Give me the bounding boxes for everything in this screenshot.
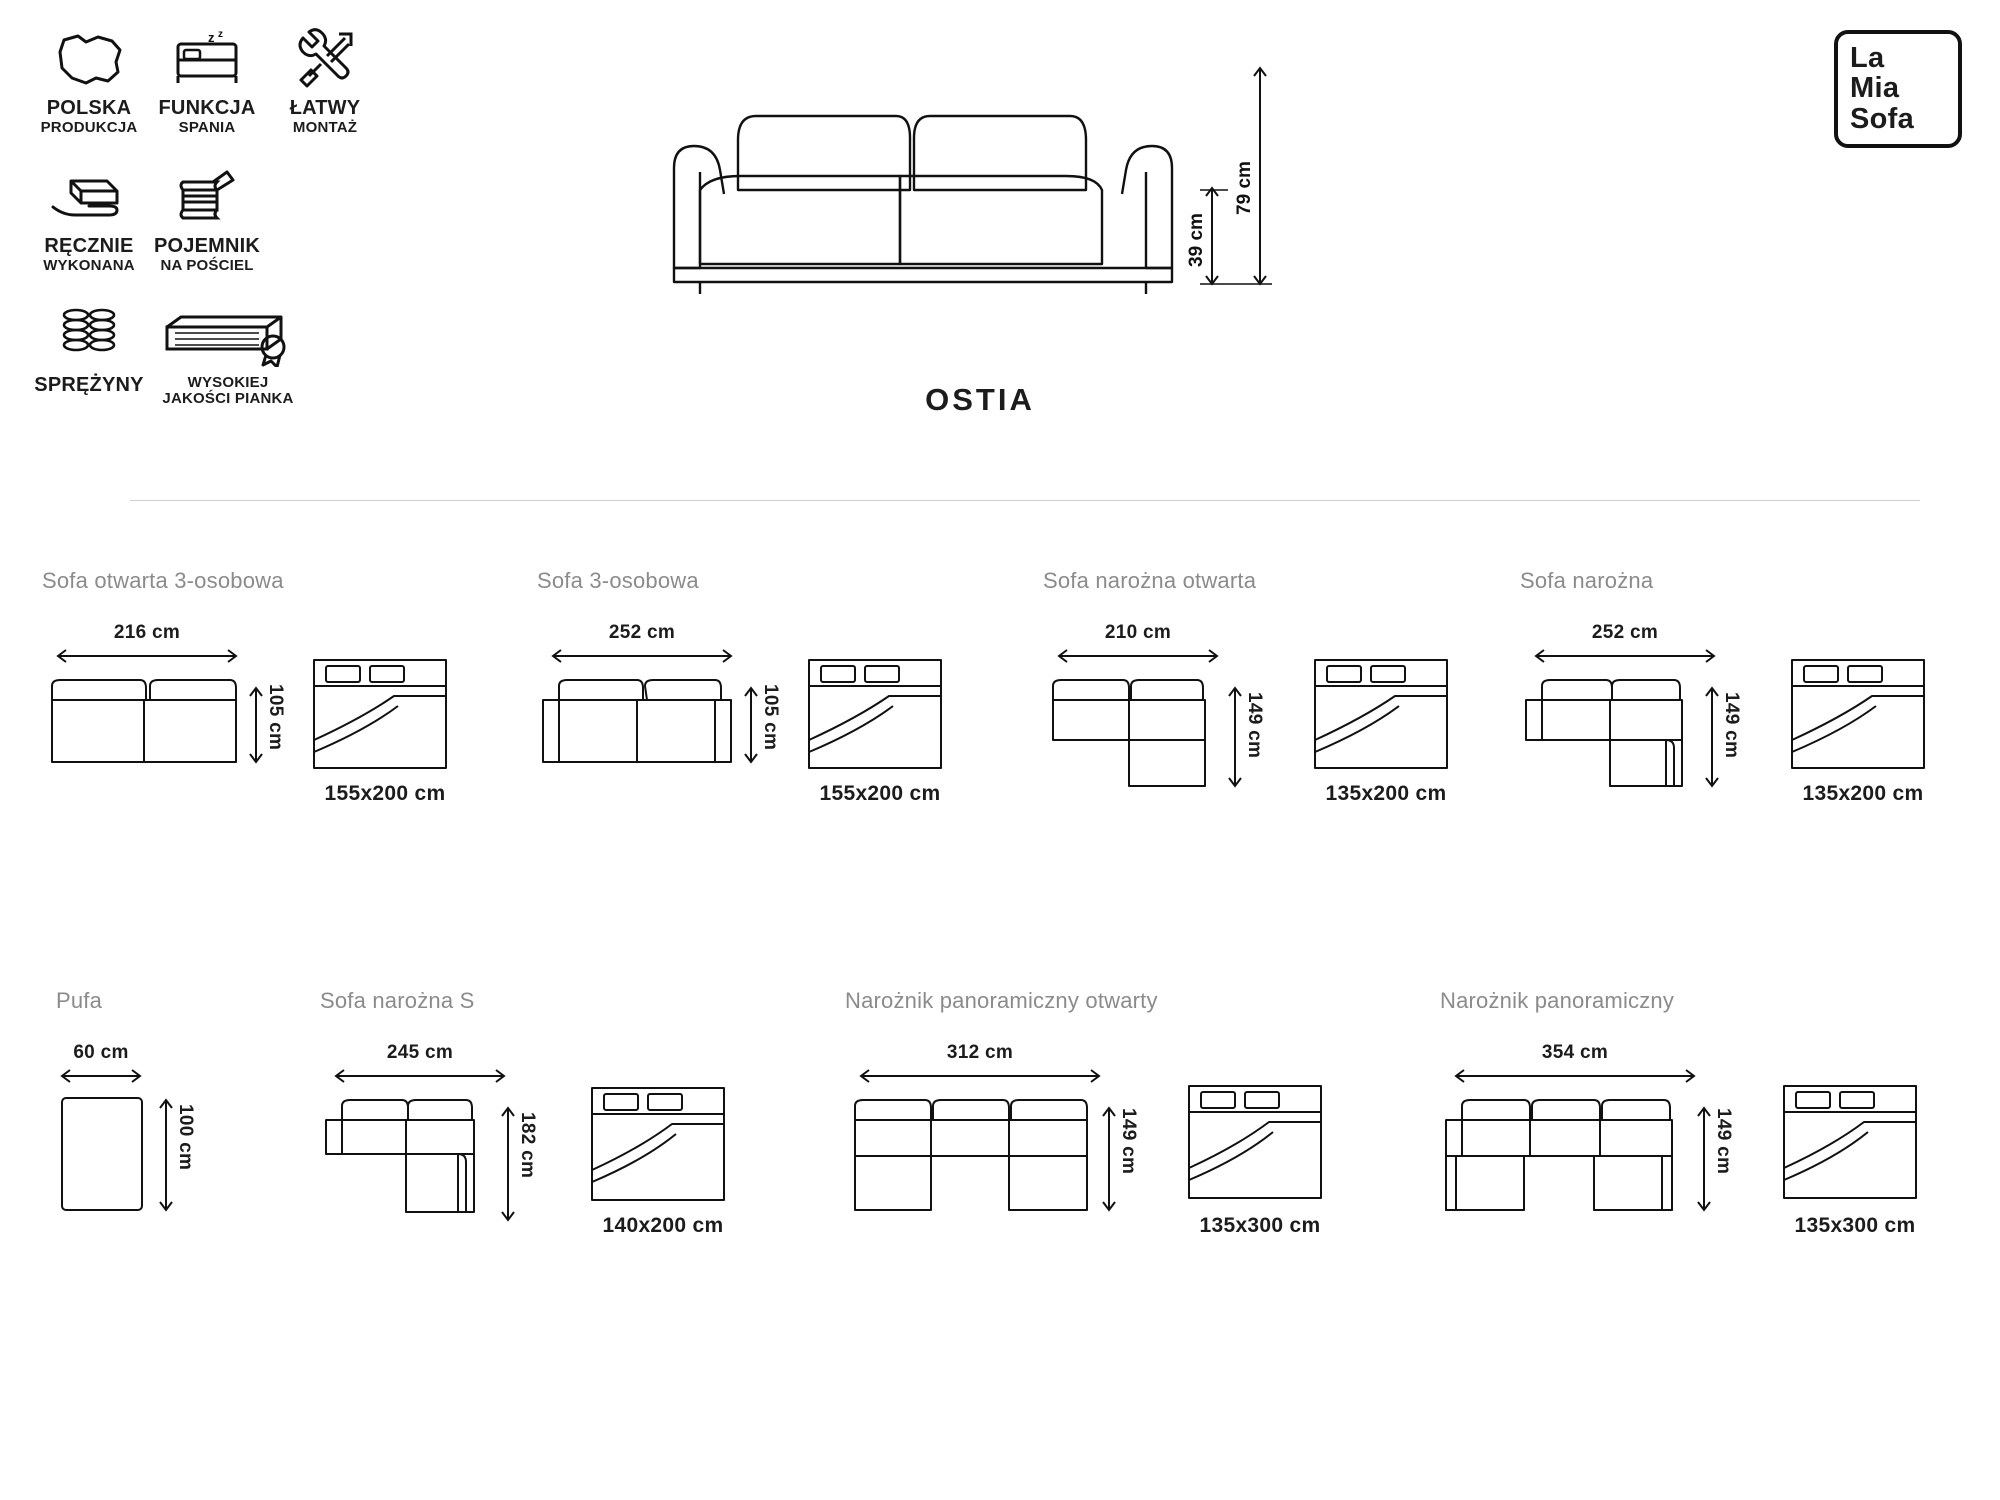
variant-depth-label: 149 cm [1713, 1108, 1734, 1175]
variant-sofa-narozna-s [320, 988, 724, 1237]
variant-depth-label: 149 cm [1721, 692, 1742, 759]
width-arrow [52, 644, 242, 668]
variant-depth-label: 100 cm [175, 1104, 196, 1171]
variant-depth-label: 105 cm [265, 684, 286, 751]
feature-label-line1: FUNKCJA [158, 97, 256, 119]
sleep-function-icon [148, 20, 266, 98]
width-arrow [56, 1064, 146, 1088]
variant-bed-label: 135x200 cm [1802, 782, 1924, 805]
feature-recznie-wykonana [30, 158, 148, 274]
variant-bed-label: 140x200 cm [602, 1214, 724, 1237]
variant-pufa [56, 988, 196, 1222]
tools-icon [266, 20, 384, 98]
model-name: OSTIA [925, 382, 1035, 417]
high-quality-foam-icon [148, 297, 308, 375]
variant-title: Pufa [56, 988, 103, 1013]
features-row-3 [30, 297, 500, 416]
variant-width-label: 354 cm [1541, 1042, 1609, 1063]
hero-height-seat-label: 39 cm [1186, 213, 1207, 267]
variant-title: Sofa narożna S [320, 988, 475, 1013]
variant-width-label: 60 cm [73, 1042, 129, 1063]
sofa-top-view [42, 672, 272, 782]
feature-label-line2: NA POŚCIEL [160, 256, 254, 274]
variant-width-label: 252 cm [1591, 622, 1659, 643]
springs-icon [30, 297, 148, 375]
bed-top-view [1311, 656, 1461, 776]
sofa-top-view [1440, 1092, 1730, 1222]
variant-bed-label: 135x300 cm [1794, 1214, 1916, 1237]
poland-map-icon [30, 20, 148, 98]
variant-title: Narożnik panoramiczny [1440, 988, 1675, 1013]
hero-sofa-illustration [660, 40, 1300, 340]
variant-sofa-narozna [1520, 568, 1924, 805]
sofa-top-view [1520, 672, 1740, 797]
hero-height-total-label: 79 cm [1234, 161, 1255, 215]
features-row-2 [30, 158, 500, 282]
variant-depth-label: 149 cm [1118, 1108, 1139, 1175]
features-row-1 [30, 20, 500, 144]
feature-label-line2: SPANIA [178, 118, 236, 136]
feature-latwy-montaz [266, 20, 384, 136]
logo-line-2: Mia [1850, 72, 1900, 105]
feature-label-line1: SPRĘŻYNY [34, 373, 144, 396]
feature-label-line1: POLSKA [46, 97, 132, 119]
width-arrow [1530, 644, 1720, 668]
logo-line-1: La [1850, 42, 1885, 74]
svg-text:z: z [208, 30, 215, 45]
svg-text:z: z [218, 29, 223, 40]
variant-depth-label: 105 cm [760, 684, 781, 751]
feature-sprezyny [30, 297, 148, 397]
bedding-container-icon [148, 158, 266, 236]
logo-line-3: Sofa [1850, 102, 1915, 135]
variant-naroznik-panoramiczny [1440, 988, 1916, 1237]
feature-wysokiej-jakosci-pianka [148, 297, 308, 408]
features-list [30, 20, 500, 416]
bed-top-view [310, 656, 460, 776]
variant-title: Sofa narożna otwarta [1043, 568, 1257, 593]
bed-top-view [1780, 1082, 1930, 1207]
variant-depth-label: 149 cm [1244, 692, 1265, 759]
variant-title: Narożnik panoramiczny otwarty [845, 988, 1158, 1013]
feature-label-line1: POJEMNIK [153, 235, 261, 258]
variant-width-label: 216 cm [113, 622, 181, 643]
bed-top-view [1788, 656, 1938, 776]
feature-pojemnik-na-posciel [148, 158, 266, 274]
variant-sofa-narozna-otwarta [1043, 568, 1447, 805]
width-arrow [547, 644, 737, 668]
sofa-top-view [537, 672, 767, 782]
feature-label-line1: WYSOKIEJ [187, 373, 269, 391]
bed-top-view [588, 1084, 738, 1209]
feature-label-line2: MONTAŻ [292, 118, 358, 136]
variant-title: Sofa 3-osobowa [537, 568, 699, 593]
brand-logo [1834, 30, 1962, 148]
feature-label-line2: JAKOŚCI PIANKA [162, 389, 294, 407]
variant-bed-label: 135x300 cm [1199, 1214, 1321, 1237]
variant-width-label: 312 cm [946, 1042, 1014, 1063]
width-arrow [1053, 644, 1223, 668]
variant-bed-label: 155x200 cm [819, 782, 941, 805]
feature-label-line2: PRODUKCJA [40, 118, 138, 136]
variant-sofa-3-osobowa [537, 568, 941, 805]
feature-label-line1: RĘCZNIE [44, 235, 134, 258]
variant-bed-label: 135x200 cm [1325, 782, 1447, 805]
sofa-top-view [1043, 672, 1263, 797]
sofa-top-view [320, 1092, 540, 1232]
width-arrow [1450, 1064, 1700, 1088]
feature-label-line2: WYKONANA [43, 256, 135, 274]
variant-width-label: 245 cm [386, 1042, 454, 1063]
variant-width-label: 210 cm [1104, 622, 1172, 643]
feature-funkcja-spania [148, 20, 266, 136]
width-arrow [330, 1064, 510, 1088]
width-arrow [855, 1064, 1105, 1088]
bed-top-view [805, 656, 955, 776]
sofa-top-view [845, 1092, 1135, 1222]
feature-label-line1: ŁATWY [289, 97, 361, 119]
variant-width-label: 252 cm [608, 622, 676, 643]
variant-title: Sofa narożna [1520, 568, 1654, 593]
handmade-icon [30, 158, 148, 236]
section-divider [130, 500, 1920, 501]
variant-title: Sofa otwarta 3-osobowa [42, 568, 284, 593]
bed-top-view [1185, 1082, 1335, 1207]
variant-sofa-otwarta-3-osobowa [42, 568, 446, 805]
feature-polska-produkcja [30, 20, 148, 136]
variant-depth-label: 182 cm [517, 1112, 538, 1179]
variant-naroznik-panoramiczny-otwarty [845, 988, 1321, 1237]
variant-bed-label: 155x200 cm [324, 782, 446, 805]
